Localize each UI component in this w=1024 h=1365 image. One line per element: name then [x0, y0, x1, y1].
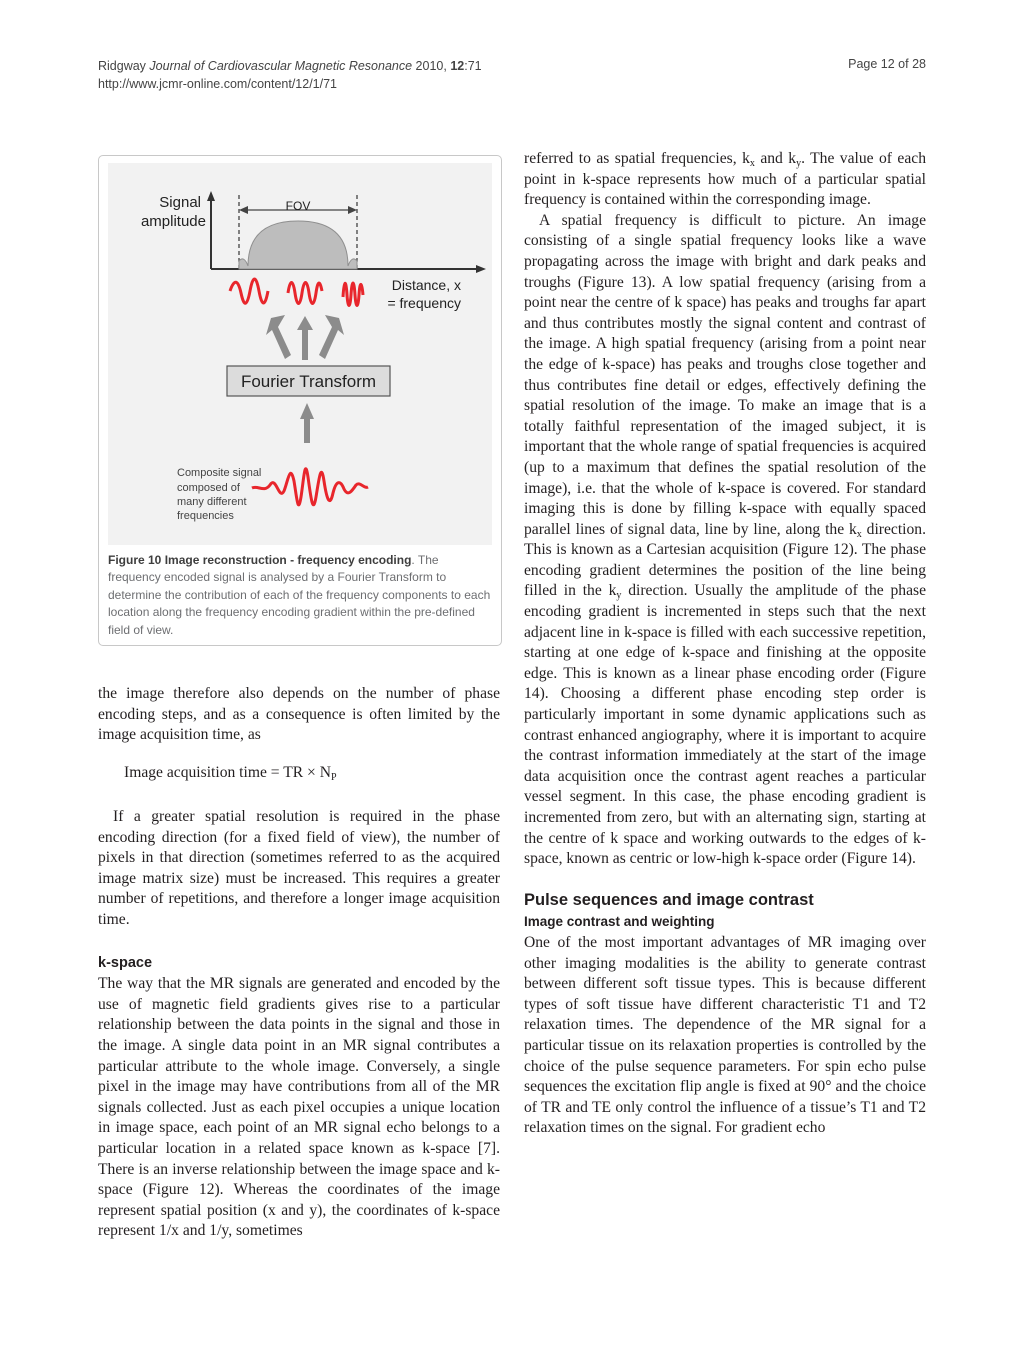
kspace-heading: k-space [98, 954, 153, 971]
section-heading: Pulse sequences and image contrast [524, 890, 814, 909]
left-column-lower [98, 807, 500, 1242]
fov-label: FOV [285, 199, 311, 213]
left-paragraph-1: the image therefore also depends on the number of phase encoding steps, and as a consequence is often limited by the image acquisition time, as [98, 685, 500, 744]
composite-label-4: frequencies [177, 510, 234, 522]
equation [124, 764, 337, 782]
subsection-heading: Image contrast and weighting [524, 914, 715, 930]
right-column [524, 149, 926, 1139]
subscript-x: x [856, 528, 862, 540]
subscript-y: y [796, 158, 802, 169]
right-paragraph-3: One of the most important advantages of MR imaging over other imaging modalities is the ability to generate contrast between different soft tissue types. This is because different types of soft tissue have different characteristic T1 and T2 relaxation times. The dependence of the MR signal for a particular tissue on its relaxation properties is controlled by the choice of the pulse sequence parameters. For spin echo pulse sequences the excitation flip angle is fixed at 90° and the choice of TR and TE only control the influence of a tissue’s T1 and T2 relaxation times on the signal. For gradient echo [524, 933, 926, 1137]
subscript-y: y [616, 590, 622, 602]
header-authors: Ridgway [98, 59, 146, 73]
distance-label: Distance, x [391, 277, 461, 293]
right-p2-text-b: direction. This is known as a Cartesian acquisition (Figure 12). The phase encoding gradient determines the position of the line being filled in the k [524, 520, 926, 600]
left-paragraph-2: If a greater spatial resolution is required in the phase encoding direction (for a fixed field of view), the number of pixels in that direction (sometimes referred to as the acquired image matrix size) must be increased. This requires a greater number of repetitions, and therefore a longer image acquisition time. [98, 808, 500, 928]
header-year: 2010, [415, 59, 447, 73]
right-p2-text-c: direction. Usually the amplitude of the phase encoding gradient is incremented in steps such that the next adjacent line in k-space is filled with each successive repetition, starting at one edge of k-space and finishing at the opposite edge. This is known as a linear phase encoding order (Figure 14). Choosing a different phase encoding step order is particularly important in some dynamic applications such as contrast enhanced angiography, where it is important to acquire the contrast information immediately at the start of the image data acquisition once the contrast agent reaches a particular vessel segment. In this case, the phase encoding gradient is incremented from zero, but with an alternating sign, starting at the centre of k space and working outwards to the edges of k-space, known as centric or low-high k-space order (Figure 14). [524, 582, 926, 868]
composite-label-3: many different [177, 496, 247, 508]
left-column-upper [98, 684, 500, 746]
header-volume: 12 [450, 59, 465, 73]
citation-line [98, 57, 482, 75]
figure-10-illustration [108, 163, 492, 545]
header-url[interactable]: http://www.jcmr-online.com/content/12/1/71 [98, 77, 338, 91]
subscript-x: x [749, 158, 755, 169]
header-article: :71 [464, 59, 482, 73]
figure-title: Image reconstruction - frequency encoding [164, 553, 412, 567]
header-journal: Journal of Cardiovascular Magnetic Resonance [149, 59, 413, 73]
right-paragraph-2 [524, 211, 926, 870]
figure-caption-text: . The frequency encoded signal is analysed by a Fourier Transform to determine the contribution of each of the frequency components to each location along the frequency encoding gradient within the pre-defined field of view. [108, 553, 491, 637]
running-header [98, 57, 482, 93]
figure-number: Figure 10 [108, 553, 162, 567]
right-p1-text-c: . The value of each point in k-space represents how much of a particular spatial frequency is contained within the corresponding image. [524, 150, 926, 209]
figure-caption [108, 552, 492, 639]
page-number: Page 12 of 28 [848, 57, 926, 71]
signal-label: Signal [159, 194, 201, 211]
amplitude-label: amplitude [140, 213, 206, 230]
left-paragraph-3: The way that the MR signals are generated and encoded by the use of magnetic field gradients gives rise to a particular relationship between the data points in the signal and those in the image. A single data point in an MR signal contributes a particular attribute to the whole image. Conversely, a single pixel in the image may have contributions from all of the MR signals collected. Just as each pixel occupies a unique location in image space, each point of an MR signal echo belongs to a particular location in a related space known as k-space [7]. There is an inverse relationship between the image space and k-space (Figure 12). Whereas the coordinates of the image represent spatial position (x and y), the coordinates of k-space represent 1/x and 1/y, sometimes [98, 975, 500, 1240]
fourier-transform-label: Fourier Transform [240, 372, 377, 391]
right-p2-text-a: A spatial frequency is difficult to picture. An image consisting of a single spatial frequency looks like a wave propagating across the image with bright and dark peaks and troughs (Figure 13). A low spatial frequency (arising from a point near the centre of k space) has peaks and troughs far apart and thus contributes mostly the signal content and contrast of the image. A high spatial frequency (arising from a point near the edge of k-space) has peaks and troughs close together and thus contributes fine detail or edges, effectively defining the spatial resolution of the image. To make an image that is a totally faithful representation of the imaged subject, it is important that the whole range of spatial frequencies is acquired (up to a maximum that defines the spatial resolution of the image), i.e. that the whole of k-space is covered. For standard imaging this is done by filling k-space with equally spaced parallel lines of signal data, line by line, along the k [524, 211, 926, 538]
right-p1-text-b: and k [754, 150, 797, 167]
equation-subscript: P [331, 772, 337, 783]
composite-label-2: composed of [177, 482, 240, 494]
composite-label-1: Composite signal [177, 467, 262, 479]
right-p1-text-a: referred to as spatial frequencies, k [524, 150, 750, 167]
equation-expression: Image acquisition time = TR × N [124, 764, 331, 781]
right-paragraph-1 [524, 149, 926, 211]
frequency-label: = frequency [387, 295, 461, 311]
